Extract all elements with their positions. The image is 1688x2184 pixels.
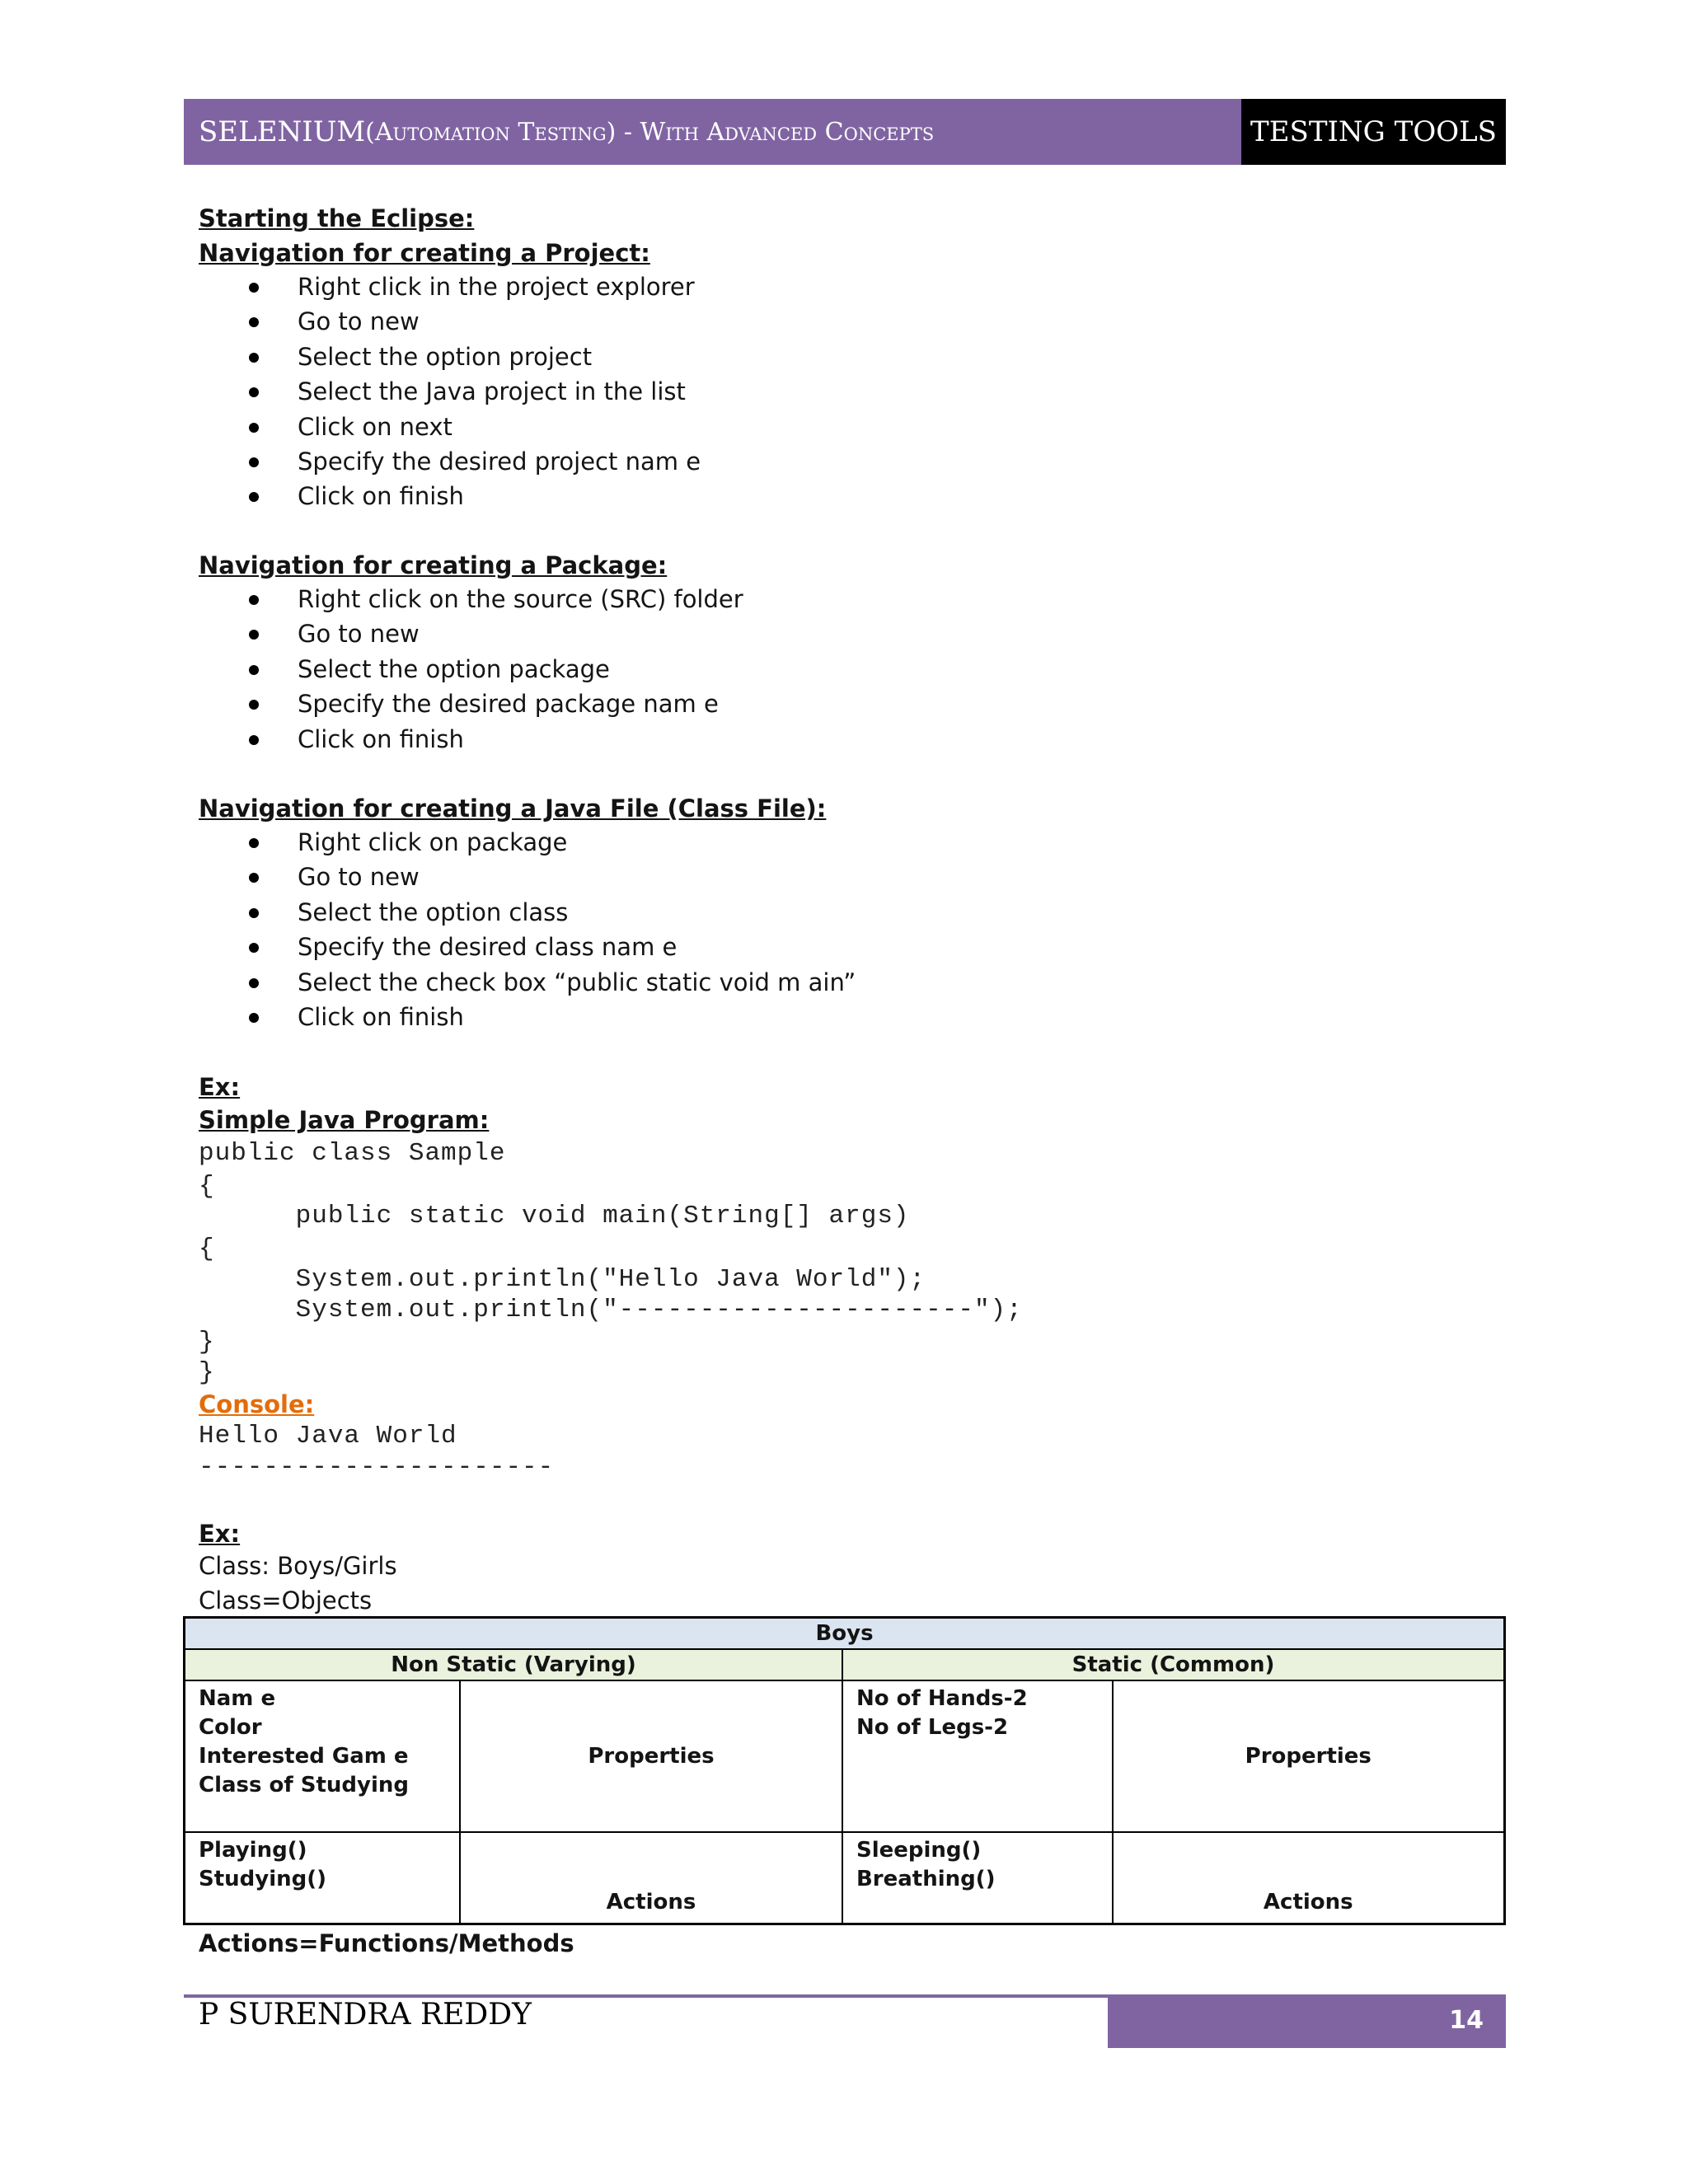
bullet-icon xyxy=(249,700,259,710)
bullet-icon xyxy=(249,873,259,883)
code-line: } xyxy=(199,1328,215,1357)
list-item: Go to new xyxy=(0,860,856,894)
bullet-icon xyxy=(249,423,259,433)
bullet-icon xyxy=(249,1013,259,1023)
code-line: public class Sample xyxy=(199,1139,506,1168)
java-file-steps-list xyxy=(0,825,856,1034)
bullet-icon xyxy=(249,283,259,293)
bullet-icon xyxy=(249,943,259,953)
list-item: Select the option class xyxy=(0,895,856,930)
list-item: Right click on the source (SRC) folder xyxy=(0,582,743,616)
table-title: Boys xyxy=(185,1618,1505,1650)
console-label: Console: xyxy=(199,1390,315,1418)
code-line: { xyxy=(199,1172,215,1201)
code-line: } xyxy=(199,1358,215,1387)
properties-label: Properties xyxy=(460,1680,842,1832)
bullet-icon xyxy=(249,838,259,848)
list-item: Click on finish xyxy=(0,722,743,757)
bullet-icon xyxy=(249,978,259,988)
bullet-icon xyxy=(249,457,259,467)
code-line: { xyxy=(199,1235,215,1263)
non-static-properties-cell: Nam e Color Interested Gam e Class of Studying xyxy=(185,1680,461,1832)
list-item: Click on finish xyxy=(0,1000,856,1034)
bullet-icon xyxy=(249,630,259,640)
heading-simple-java-program: Simple Java Program: xyxy=(199,1106,490,1134)
header-title-bar xyxy=(184,99,1241,165)
heading-create-java-file: Navigation for creating a Java File (Class File): xyxy=(199,794,827,823)
list-item: Go to new xyxy=(0,616,743,651)
actions-label: Actions xyxy=(1113,1832,1505,1924)
static-actions-cell: Sleeping() Breathing() xyxy=(842,1832,1113,1924)
list-item: Select the option package xyxy=(0,652,743,687)
boys-table xyxy=(183,1616,1506,1925)
code-line: System.out.println("----------------------"); xyxy=(199,1296,1023,1324)
example-label: Ex: xyxy=(199,1073,241,1101)
heading-create-package: Navigation for creating a Package: xyxy=(199,551,668,579)
bullet-icon xyxy=(249,665,259,675)
table-group-row xyxy=(185,1649,1505,1680)
page-number: 14 xyxy=(1108,1996,1506,2048)
table-row xyxy=(185,1680,1505,1832)
bullet-icon xyxy=(249,492,259,502)
code-line: public static void main(String[] args) xyxy=(199,1202,910,1230)
package-steps-list xyxy=(0,582,743,757)
heading-starting-eclipse: Starting the Eclipse: xyxy=(199,204,475,232)
bullet-icon xyxy=(249,387,259,397)
header-section-label: TESTING TOOLS xyxy=(1241,99,1506,165)
non-static-actions-cell: Playing() Studying() xyxy=(185,1832,461,1924)
header-title-sub: (Automation Testing) - With Advanced Concepts xyxy=(365,117,935,147)
actions-footnote: Actions=Functions/Methods xyxy=(199,1929,574,1957)
list-item: Specify the desired project nam e xyxy=(0,444,701,479)
table-row xyxy=(185,1832,1505,1924)
list-item: Select the Java project in the list xyxy=(0,374,701,409)
console-output-line: Hello Java World xyxy=(199,1422,457,1451)
list-item: Select the option project xyxy=(0,340,701,374)
static-properties-cell: No of Hands-2 No of Legs-2 xyxy=(842,1680,1113,1832)
non-static-header: Non Static (Varying) xyxy=(185,1649,842,1680)
class-line: Class: Boys/Girls xyxy=(199,1552,397,1580)
console-output-line: ---------------------- xyxy=(199,1453,555,1482)
heading-create-project: Navigation for creating a Project: xyxy=(199,239,650,267)
static-header: Static (Common) xyxy=(842,1649,1505,1680)
actions-label: Actions xyxy=(460,1832,842,1924)
bullet-icon xyxy=(249,595,259,605)
table-title-row xyxy=(185,1618,1505,1650)
bullet-icon xyxy=(249,317,259,327)
list-item: Specify the desired class nam e xyxy=(0,930,856,964)
footer-author: P SURENDRA REDDY xyxy=(199,1998,532,2032)
example-label: Ex: xyxy=(199,1520,241,1548)
properties-label: Properties xyxy=(1113,1680,1505,1832)
bullet-icon xyxy=(249,735,259,745)
objects-line: Class=Objects xyxy=(199,1586,373,1615)
list-item: Click on finish xyxy=(0,479,701,513)
list-item: Right click on package xyxy=(0,825,856,860)
code-line: System.out.println("Hello Java World"); xyxy=(199,1265,926,1294)
list-item: Right click in the project explorer xyxy=(0,269,701,304)
list-item: Click on next xyxy=(0,410,701,444)
bullet-icon xyxy=(249,908,259,918)
project-steps-list xyxy=(0,269,701,514)
list-item: Specify the desired package nam e xyxy=(0,687,743,721)
bullet-icon xyxy=(249,353,259,363)
list-item: Select the check box “public static void m ain” xyxy=(0,965,856,1000)
list-item: Go to new xyxy=(0,304,701,339)
header-title-main: SELENIUM xyxy=(199,115,366,148)
